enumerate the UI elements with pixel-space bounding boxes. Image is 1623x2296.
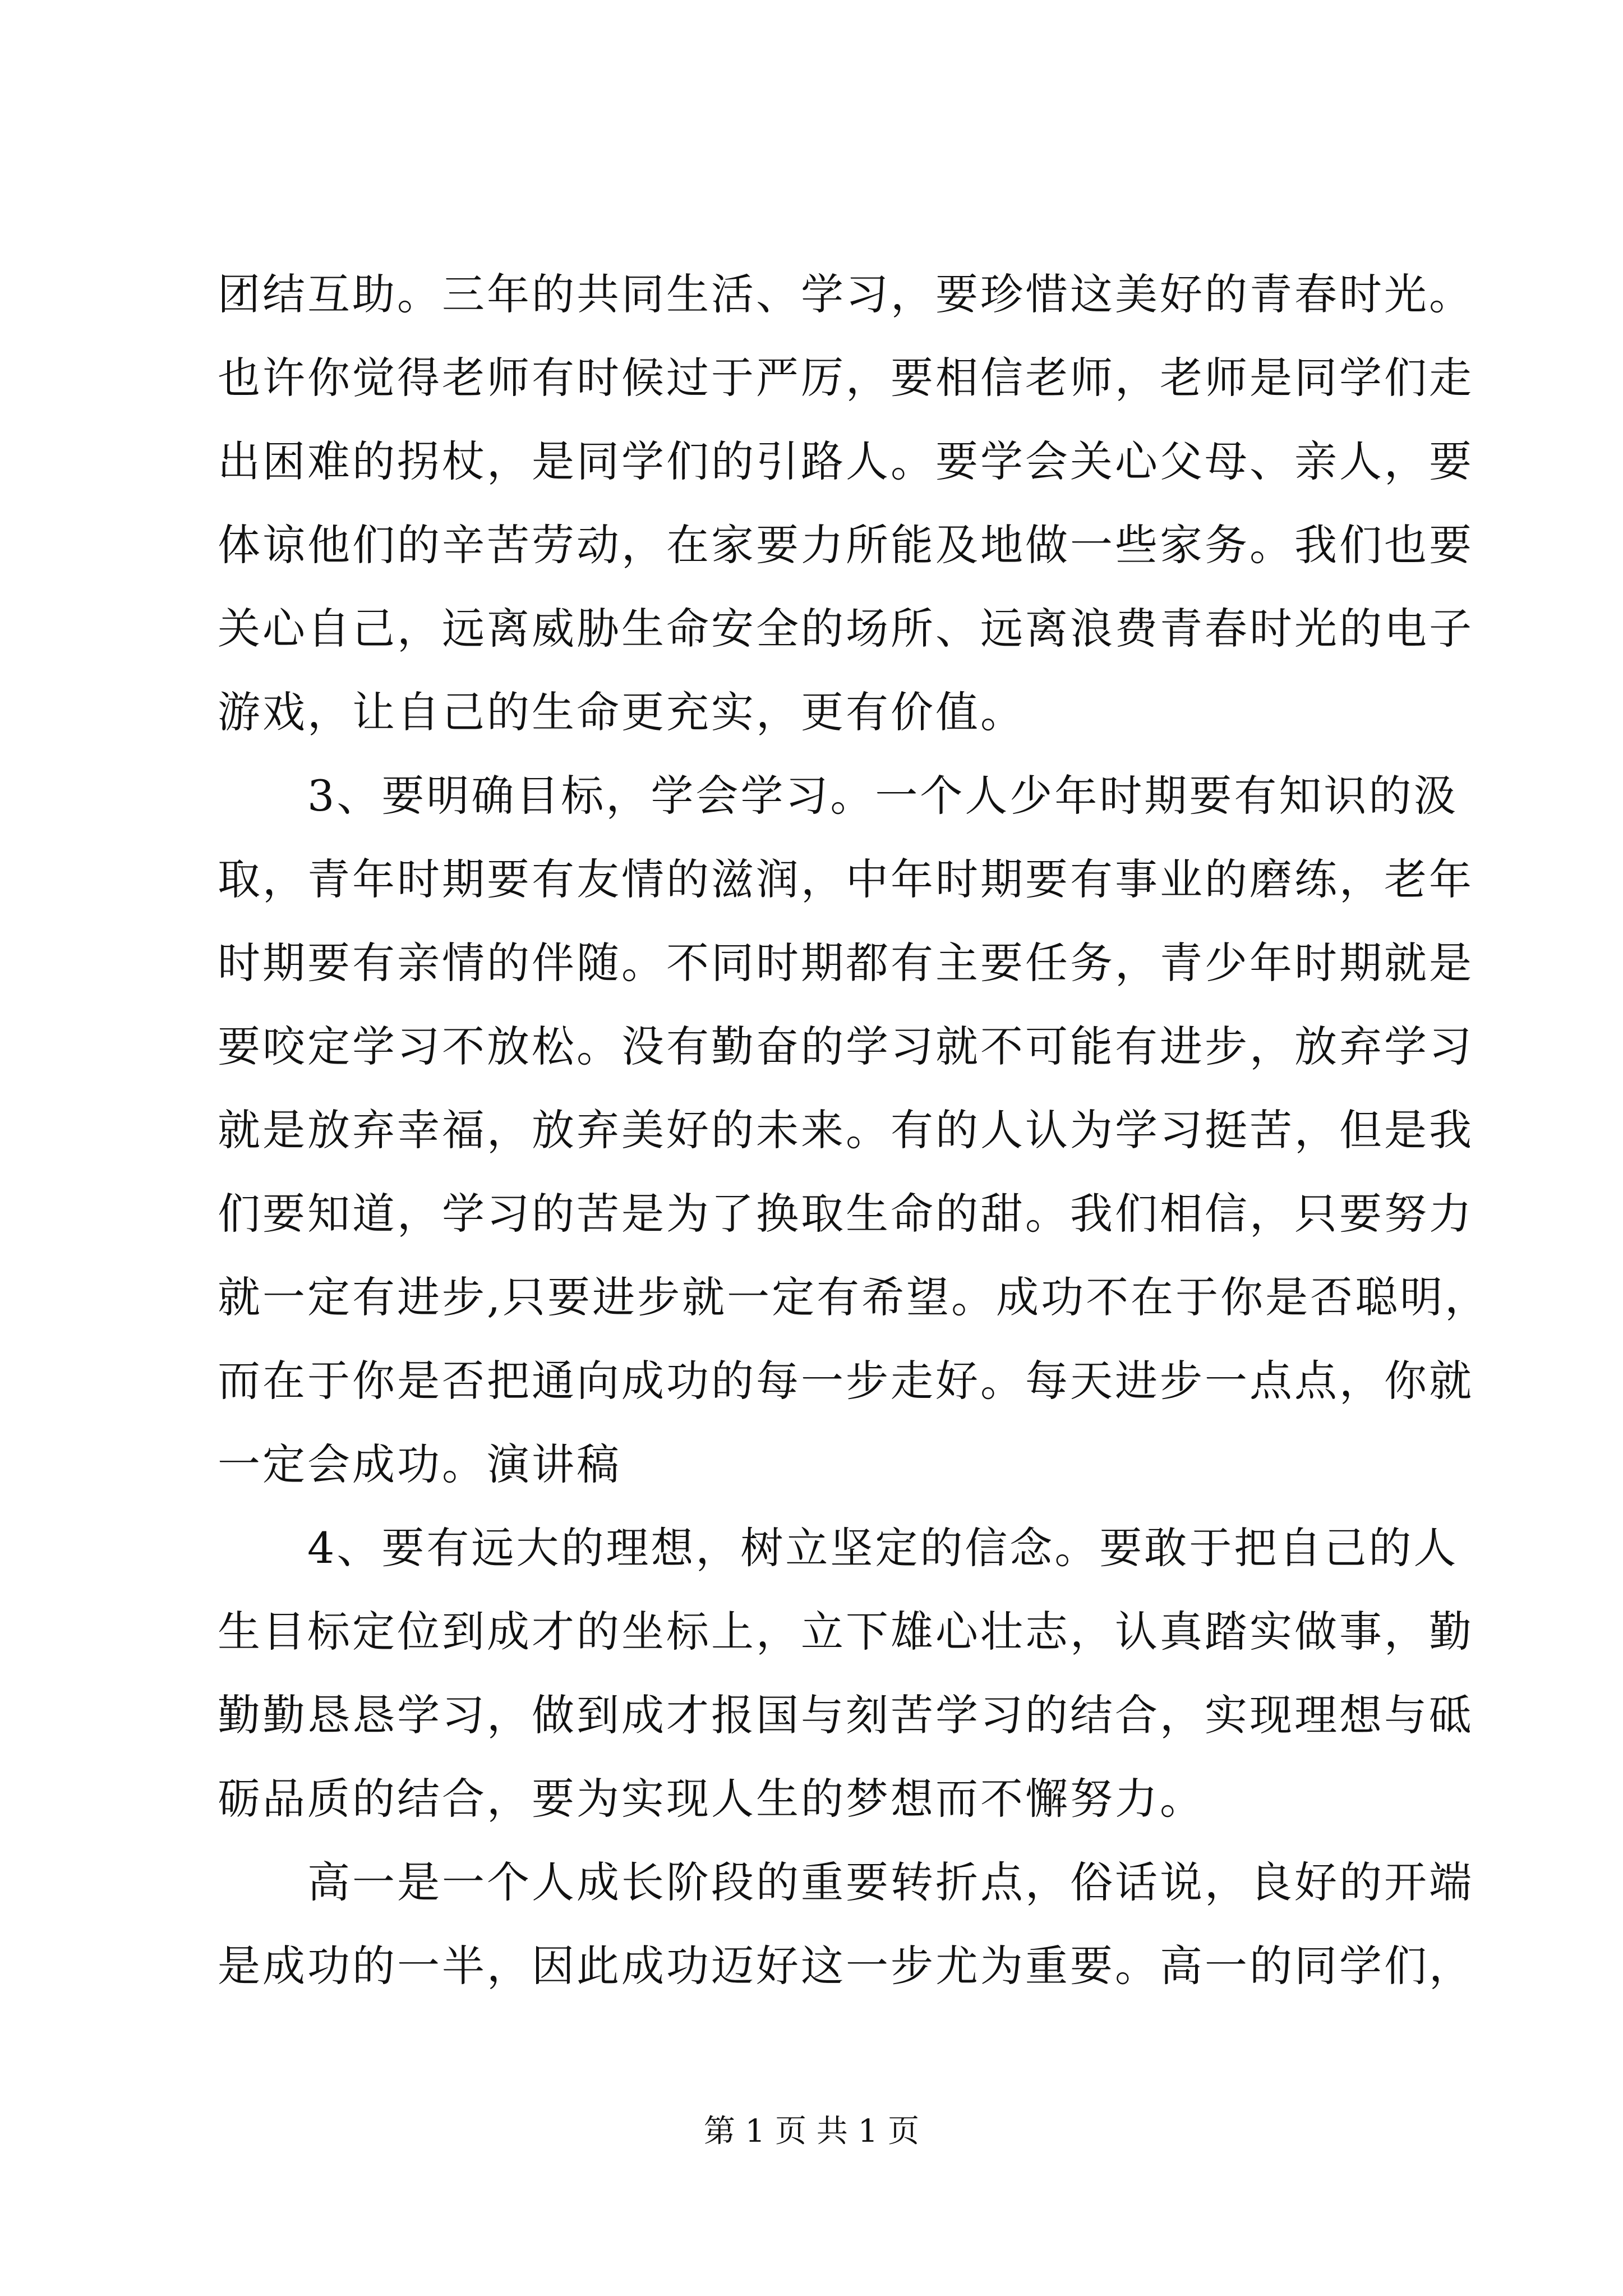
text-line: 出困难的拐杖，是同学们的引路人。要学会关心父母、亲人，要 bbox=[218, 436, 1474, 486]
text-line: 3、要明确目标，学会学习。一个人少年时期要有知识的汲 bbox=[218, 771, 1459, 821]
document-body bbox=[218, 252, 1490, 2008]
text-line: 团结互助。三年的共同生活、学习，要珍惜这美好的青春时光。 bbox=[218, 269, 1474, 319]
text-line: 高一是一个人成长阶段的重要转折点，俗话说，良好的开端 bbox=[218, 1857, 1474, 1907]
page-number: 第 1 页 共 1 页 bbox=[703, 2113, 920, 2150]
text-line: 而在于你是否把通向成功的每一步走好。每天进步一点点，你就 bbox=[218, 1356, 1474, 1406]
text-line: 4、要有远大的理想，树立坚定的信念。要敢于把自己的人 bbox=[218, 1523, 1459, 1573]
text-line: 一定会成功。演讲稿 bbox=[218, 1439, 621, 1489]
text-line: 就是放弃幸福，放弃美好的未来。有的人认为学习挺苦，但是我 bbox=[218, 1105, 1474, 1155]
text-line: 砺品质的结合，要为实现人生的梦想而不懈努力。 bbox=[218, 1774, 1205, 1824]
text-line: 体谅他们的辛苦劳动，在家要力所能及地做一些家务。我们也要 bbox=[218, 520, 1474, 570]
text-line: 时期要有亲情的伴随。不同时期都有主要任务，青少年时期就是 bbox=[218, 938, 1474, 988]
text-line: 要咬定学习不放松。没有勤奋的学习就不可能有进步，放弃学习 bbox=[218, 1022, 1474, 1071]
text-line: 取，青年时期要有友情的滋润，中年时期要有事业的磨练，老年 bbox=[218, 854, 1474, 904]
text-line: 游戏，让自己的生命更充实，更有价值。 bbox=[218, 687, 1025, 737]
text-line: 勤勤恳恳学习，做到成才报国与刻苦学习的结合，实现理想与砥 bbox=[218, 1690, 1474, 1740]
text-line: 也许你觉得老师有时候过于严厉，要相信老师，老师是同学们走 bbox=[218, 353, 1474, 403]
text-line: 生目标定位到成才的坐标上，立下雄心壮志，认真踏实做事，勤 bbox=[218, 1607, 1474, 1657]
text-line: 关心自己，远离威胁生命安全的场所、远离浪费青春时光的电子 bbox=[218, 604, 1474, 654]
text-line: 就一定有进步,只要进步就一定有希望。成功不在于你是否聪明， bbox=[218, 1272, 1490, 1322]
text-line: 是成功的一半，因此成功迈好这一步尤为重要。高一的同学们， bbox=[218, 1941, 1474, 1991]
text-line: 们要知道，学习的苦是为了换取生命的甜。我们相信，只要努力 bbox=[218, 1189, 1474, 1239]
page-footer bbox=[0, 2112, 1623, 2151]
